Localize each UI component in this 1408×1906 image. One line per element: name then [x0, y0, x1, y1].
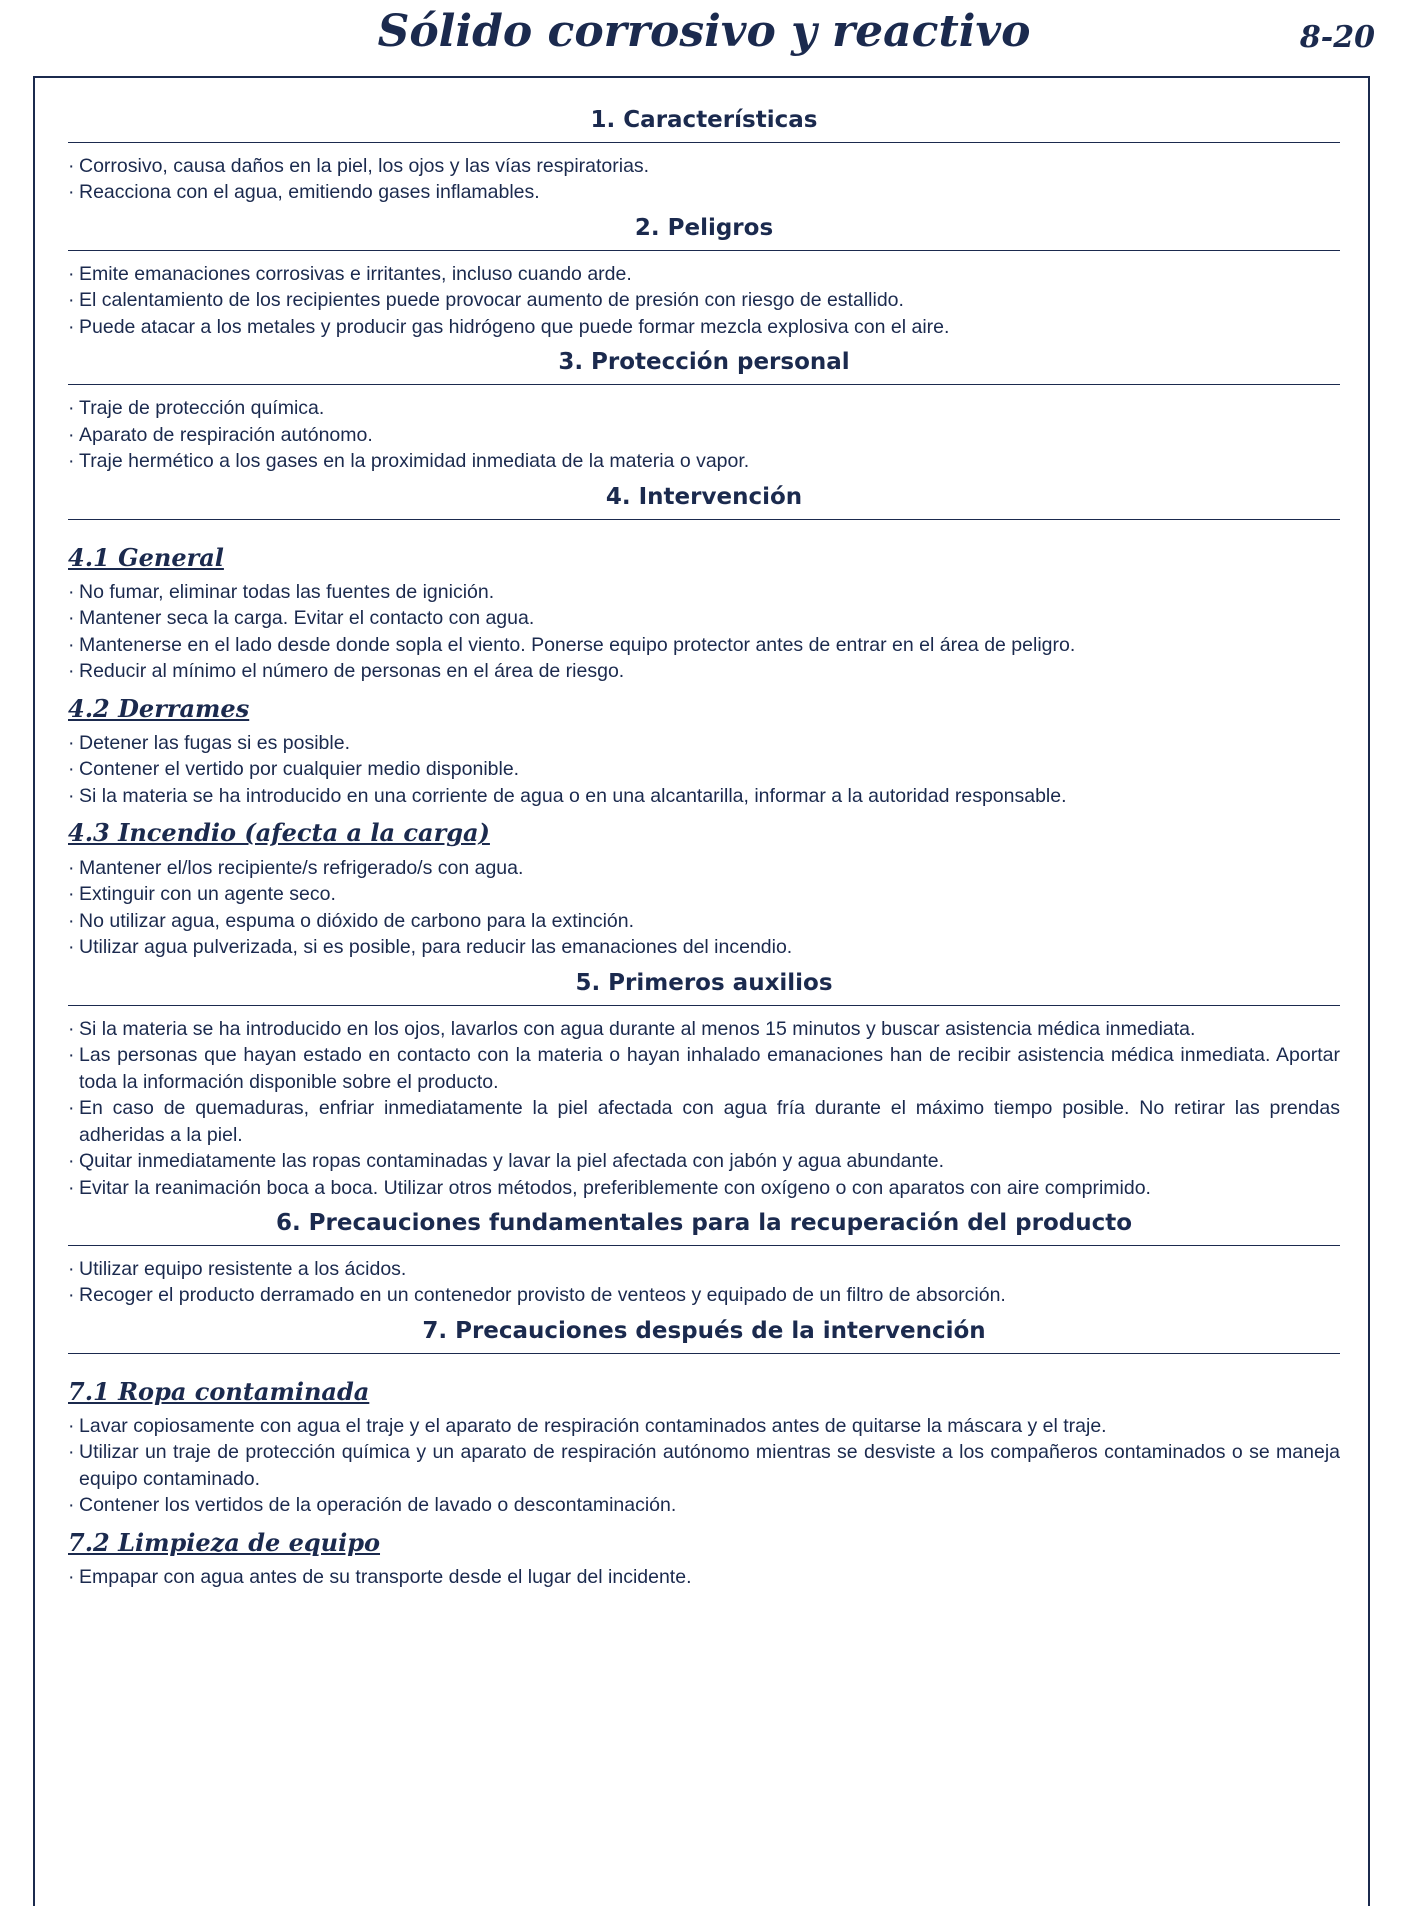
list-item: · Evitar la reanimación boca a boca. Utilizar otros métodos, preferiblemente con oxígeno o con aparatos con aire comprimido. [68, 1175, 1340, 1202]
item-list [68, 1413, 1340, 1519]
list-item: · Reacciona con el agua, emitiendo gases inflamables. [68, 179, 1340, 206]
section-heading: 5. Primeros auxilios [68, 969, 1340, 1006]
list-item: · Mantener el/los recipiente/s refrigerado/s con agua. [68, 855, 1340, 882]
list-item: · Traje de protección química. [68, 395, 1340, 422]
list-item: · Puede atacar a los metales y producir gas hidrógeno que puede formar mezcla explosiva con el aire. [68, 314, 1340, 341]
list-item: · No utilizar agua, espuma o dióxido de carbono para la extinción. [68, 908, 1340, 935]
section-heading: 3. Protección personal [68, 348, 1340, 385]
section-peligros [68, 214, 1340, 340]
document-content [68, 106, 1340, 1599]
section-heading: 2. Peligros [68, 214, 1340, 251]
section-proteccion-personal [68, 348, 1340, 474]
section-precauciones-recuperacion [68, 1209, 1340, 1309]
item-list [68, 1256, 1340, 1309]
item-list [68, 1016, 1340, 1202]
list-item: · Aparato de respiración autónomo. [68, 422, 1340, 449]
item-list [68, 730, 1340, 810]
list-item: · Utilizar un traje de protección química y un aparato de respiración autónomo mientras se desviste a los compañeros contaminados o se maneja equipo contaminado. [68, 1439, 1340, 1492]
section-heading: 4. Intervención [68, 483, 1340, 520]
subheading-general: 4.1 General [68, 542, 224, 572]
list-item: · Reducir al mínimo el número de personas en el área de riesgo. [68, 658, 1340, 685]
list-item: · Mantenerse en el lado desde donde sopla el viento. Ponerse equipo protector antes de entrar en el área de peligro. [68, 632, 1340, 659]
section-caracteristicas [68, 106, 1340, 206]
list-item: · No fumar, eliminar todas las fuentes de ignición. [68, 579, 1340, 606]
list-item: · Contener los vertidos de la operación de lavado o descontaminación. [68, 1492, 1340, 1519]
subheading-incendio: 4.3 Incendio (afecta a la carga) [68, 818, 490, 848]
section-heading: 7. Precauciones después de la intervención [68, 1317, 1340, 1354]
item-list [68, 261, 1340, 341]
list-item: · Detener las fugas si es posible. [68, 730, 1340, 757]
list-item: · Empapar con agua antes de su transporte desde el lugar del incidente. [68, 1564, 1340, 1591]
section-heading: 6. Precauciones fundamentales para la recuperación del producto [68, 1209, 1340, 1246]
list-item: · Si la materia se ha introducido en los ojos, lavarlos con agua durante al menos 15 minutos y buscar asistencia médica inmediata. [68, 1016, 1340, 1043]
item-list [68, 153, 1340, 206]
list-item: · Quitar inmediatamente las ropas contaminadas y lavar la piel afectada con jabón y agua abundante. [68, 1148, 1340, 1175]
list-item: · Las personas que hayan estado en contacto con la materia o hayan inhalado emanaciones han de recibir asistencia médica inmediata. Aportar toda la información disponible sobre el producto. [68, 1042, 1340, 1095]
list-item: · El calentamiento de los recipientes puede provocar aumento de presión con riesgo de estallido. [68, 287, 1340, 314]
subheading-ropa-contaminada: 7.1 Ropa contaminada [68, 1376, 370, 1406]
item-list [68, 855, 1340, 961]
list-item: · En caso de quemaduras, enfriar inmediatamente la piel afectada con agua fría durante el máximo tiempo posible. No retirar las prendas adheridas a la piel. [68, 1095, 1340, 1148]
list-item: · Utilizar agua pulverizada, si es posible, para reducir las emanaciones del incendio. [68, 934, 1340, 961]
list-item: · Utilizar equipo resistente a los ácidos. [68, 1256, 1340, 1283]
list-item: · Si la materia se ha introducido en una corriente de agua o en una alcantarilla, informar a la autoridad responsable. [68, 783, 1340, 810]
list-item: · Lavar copiosamente con agua el traje y el aparato de respiración contaminados antes de quitarse la máscara y el traje. [68, 1413, 1340, 1440]
section-precauciones-despues [68, 1317, 1340, 1591]
subheading-limpieza-equipo: 7.2 Limpieza de equipo [68, 1527, 381, 1557]
subheading-derrames: 4.2 Derrames [68, 693, 250, 723]
list-item: · Contener el vertido por cualquier medio disponible. [68, 756, 1340, 783]
page-title: Sólido corrosivo y reactivo [377, 6, 1031, 57]
item-list [68, 1564, 1340, 1591]
list-item: · Mantener seca la carga. Evitar el contacto con agua. [68, 605, 1340, 632]
list-item: · Emite emanaciones corrosivas e irritantes, incluso cuando arde. [68, 261, 1340, 288]
section-heading: 1. Características [68, 106, 1340, 143]
list-item: · Corrosivo, causa daños en la piel, los ojos y las vías respiratorias. [68, 153, 1340, 180]
section-primeros-auxilios [68, 969, 1340, 1201]
section-intervencion [68, 483, 1340, 961]
list-item: · Traje hermético a los gases en la proximidad inmediata de la materia o vapor. [68, 448, 1340, 475]
item-list [68, 395, 1340, 475]
list-item: · Extinguir con un agente seco. [68, 881, 1340, 908]
item-list [68, 579, 1340, 685]
page-number: 8-20 [1299, 20, 1375, 55]
list-item: · Recoger el producto derramado en un contenedor provisto de venteos y equipado de un filtro de absorción. [68, 1282, 1340, 1309]
